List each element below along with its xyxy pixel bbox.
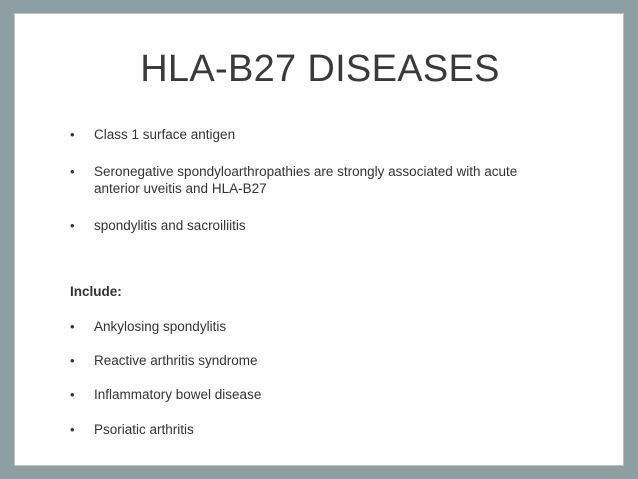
slide-title: HLA-B27 DISEASES	[140, 48, 500, 90]
bullet-point: Class 1 surface antigen	[94, 127, 236, 142]
include-item: Ankylosing spondylitis	[94, 319, 227, 334]
bullet-icon: •	[70, 127, 75, 142]
include-heading: Include:	[70, 284, 122, 299]
bullet-point: spondylitis and sacroiliitis	[94, 218, 246, 233]
bullet-icon: •	[70, 164, 75, 179]
bullet-icon: •	[70, 218, 75, 233]
include-item: Inflammatory bowel disease	[94, 387, 262, 402]
bullet-icon: •	[70, 422, 75, 437]
bullet-icon: •	[70, 319, 75, 334]
bullet-icon: •	[70, 353, 75, 368]
slide	[14, 13, 624, 466]
include-item: Psoriatic arthritis	[94, 422, 194, 437]
include-item: Reactive arthritis syndrome	[94, 353, 258, 368]
bullet-icon: •	[70, 387, 75, 402]
bullet-point: Seronegative spondyloarthropathies are strongly associated with acute anterior uveitis and HLA-B27	[94, 164, 518, 196]
